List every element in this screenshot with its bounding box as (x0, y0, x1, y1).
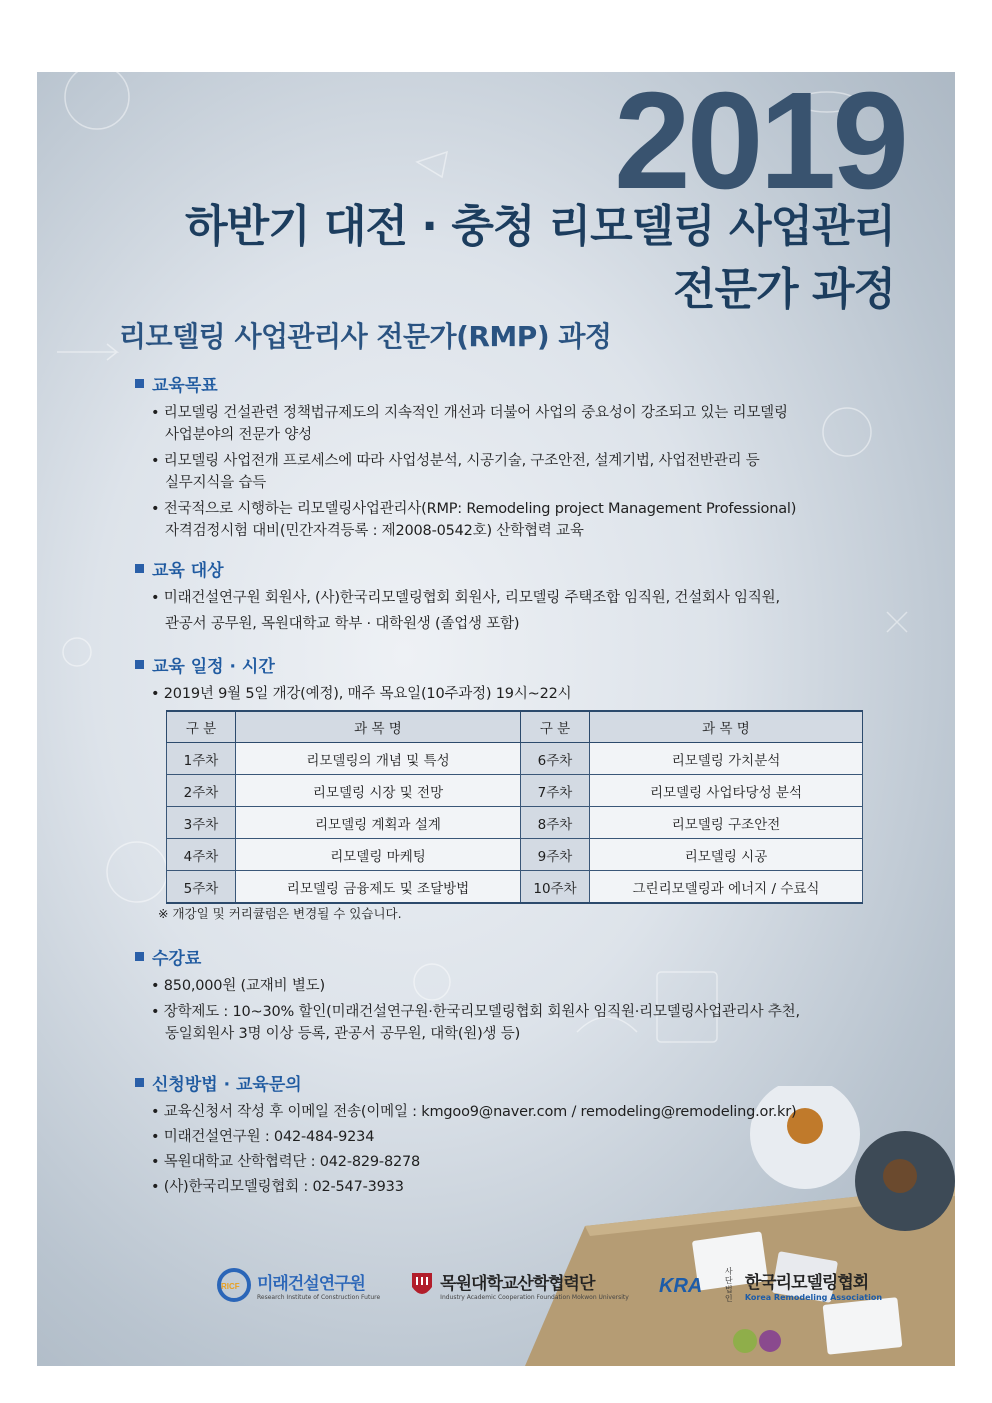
week-cell: 10주차 (521, 871, 590, 904)
week-cell: 8주차 (521, 807, 590, 839)
table-row (167, 807, 863, 839)
rici-logo-icon (217, 1268, 251, 1302)
table-row (167, 743, 863, 775)
col-header: 과 목 명 (590, 711, 863, 743)
section-target (135, 556, 895, 635)
subject-cell: 리모델링 시장 및 전망 (236, 775, 521, 807)
section-fee (135, 944, 895, 1045)
contact-item: • 교육신청서 작성 후 이메일 전송(이메일 : kmgoo9@naver.com / remodeling@remodeling.or.kr) (135, 1101, 895, 1123)
target-item: • 미래건설연구원 회원사, (사)한국리모델링협회 회원사, 리모델링 주택조합 임직원, 건설회사 임직원, (135, 587, 895, 609)
table-row (167, 839, 863, 871)
schedule-item: • 2019년 9월 5일 개강(예정), 매주 목요일(10주과정) 19시~22시 (135, 683, 895, 705)
mokwon-emblem-icon (410, 1271, 434, 1299)
table-header-row (167, 711, 863, 743)
table-row (167, 775, 863, 807)
subject-cell: 리모델링 시공 (590, 839, 863, 871)
section-heading: 교육 일정 · 시간 (135, 652, 895, 677)
contact-item: • 미래건설연구원 : 042-484-9234 (135, 1126, 895, 1148)
week-cell: 7주차 (521, 775, 590, 807)
logo-rici: RICF 미래건설연구원 Research Institute of Construction Future (217, 1268, 380, 1302)
page-title-line2: 전문가 과정 (673, 264, 895, 315)
schedule-note: ※ 개강일 및 커리큘럼은 변경될 수 있습니다. (158, 906, 402, 921)
svg-text:KRA: KRA (658, 1275, 703, 1297)
week-cell: 2주차 (167, 775, 236, 807)
target-item-cont: 관공서 공무원, 목원대학교 학부 · 대학원생 (졸업생 포함) (165, 616, 520, 632)
week-cell: 4주차 (167, 839, 236, 871)
goal-item: • 리모델링 사업전개 프로세스에 따라 사업성분석, 시공기술, 구조안전, 설계기법, 사업전반관리 등 (135, 450, 895, 472)
subject-cell: 리모델링 사업타당성 분석 (590, 775, 863, 807)
fee-item: • 850,000원 (교재비 별도) (135, 975, 895, 997)
subject-cell: 리모델링 구조안전 (590, 807, 863, 839)
poster (37, 72, 955, 1366)
week-cell: 9주차 (521, 839, 590, 871)
col-header: 구 분 (521, 711, 590, 743)
week-cell: 1주차 (167, 743, 236, 775)
week-cell: 5주차 (167, 871, 236, 904)
square-bullet-icon (135, 660, 144, 669)
kra-logo-icon (659, 1272, 719, 1298)
col-header: 구 분 (167, 711, 236, 743)
subject-cell: 리모델링의 개념 및 특성 (236, 743, 521, 775)
square-bullet-icon (135, 1078, 144, 1087)
page-title: 하반기 대전 · 충청 리모델링 사업관리 (185, 201, 895, 252)
table-row (167, 871, 863, 904)
goal-item-cont: 자격검정시험 대비(민간자격등록 : 제2008-0542호) 산학협력 교육 (165, 523, 584, 539)
subject-cell: 리모델링 계획과 설계 (236, 807, 521, 839)
square-bullet-icon (135, 564, 144, 573)
year-heading: 2019 (614, 72, 905, 218)
section-heading: 교육 대상 (135, 556, 895, 581)
subject-cell: 리모델링 금융제도 및 조달방법 (236, 871, 521, 904)
week-cell: 6주차 (521, 743, 590, 775)
curriculum-table (166, 710, 863, 904)
goal-item-cont: 사업분야의 전문가 양성 (165, 427, 312, 443)
goal-item: • 전국적으로 시행하는 리모델링사업관리사(RMP: Remodeling project Management Professional) (135, 498, 895, 520)
section-goals (135, 371, 895, 542)
fee-item: • 장학제도 : 10~30% 할인(미래건설연구원·한국리모델링협회 회원사 임직원·리모델링사업관리사 추천, (135, 1001, 895, 1023)
sponsor-logos (217, 1267, 882, 1303)
section-heading: 수강료 (135, 944, 895, 969)
logo-mokwon: 목원대학교산학협력단 Industry Academic Cooperation Foundation Mokwon University (410, 1269, 629, 1301)
course-subtitle: 리모델링 사업관리사 전문가(RMP) 과정 (119, 320, 612, 353)
subject-cell: 리모델링 가치분석 (590, 743, 863, 775)
svg-text:RICF: RICF (221, 1282, 240, 1291)
subject-cell: 그린리모델링과 에너지 / 수료식 (590, 871, 863, 904)
contact-item: • 목원대학교 산학협력단 : 042-829-8278 (135, 1151, 895, 1173)
section-heading: 교육목표 (135, 371, 895, 396)
section-apply (135, 1070, 895, 1198)
fee-item-cont: 동일회원사 3명 이상 등록, 관공서 공무원, 대학(원)생 등) (165, 1026, 521, 1042)
square-bullet-icon (135, 379, 144, 388)
section-heading: 신청방법 · 교육문의 (135, 1070, 895, 1095)
contact-item: • (사)한국리모델링협회 : 02-547-3933 (135, 1176, 895, 1198)
goal-item: • 리모델링 건설관련 정책법규제도의 지속적인 개선과 더불어 사업의 중요성이 강조되고 있는 리모델링 (135, 402, 895, 424)
goal-item-cont: 실무지식을 습득 (165, 475, 267, 491)
subject-cell: 리모델링 마케팅 (236, 839, 521, 871)
week-cell: 3주차 (167, 807, 236, 839)
logo-kra: KRA 사단법인 한국리모델링협회 Korea Remodeling Association (658, 1267, 883, 1303)
col-header: 과 목 명 (236, 711, 521, 743)
square-bullet-icon (135, 952, 144, 961)
section-schedule (135, 652, 895, 705)
